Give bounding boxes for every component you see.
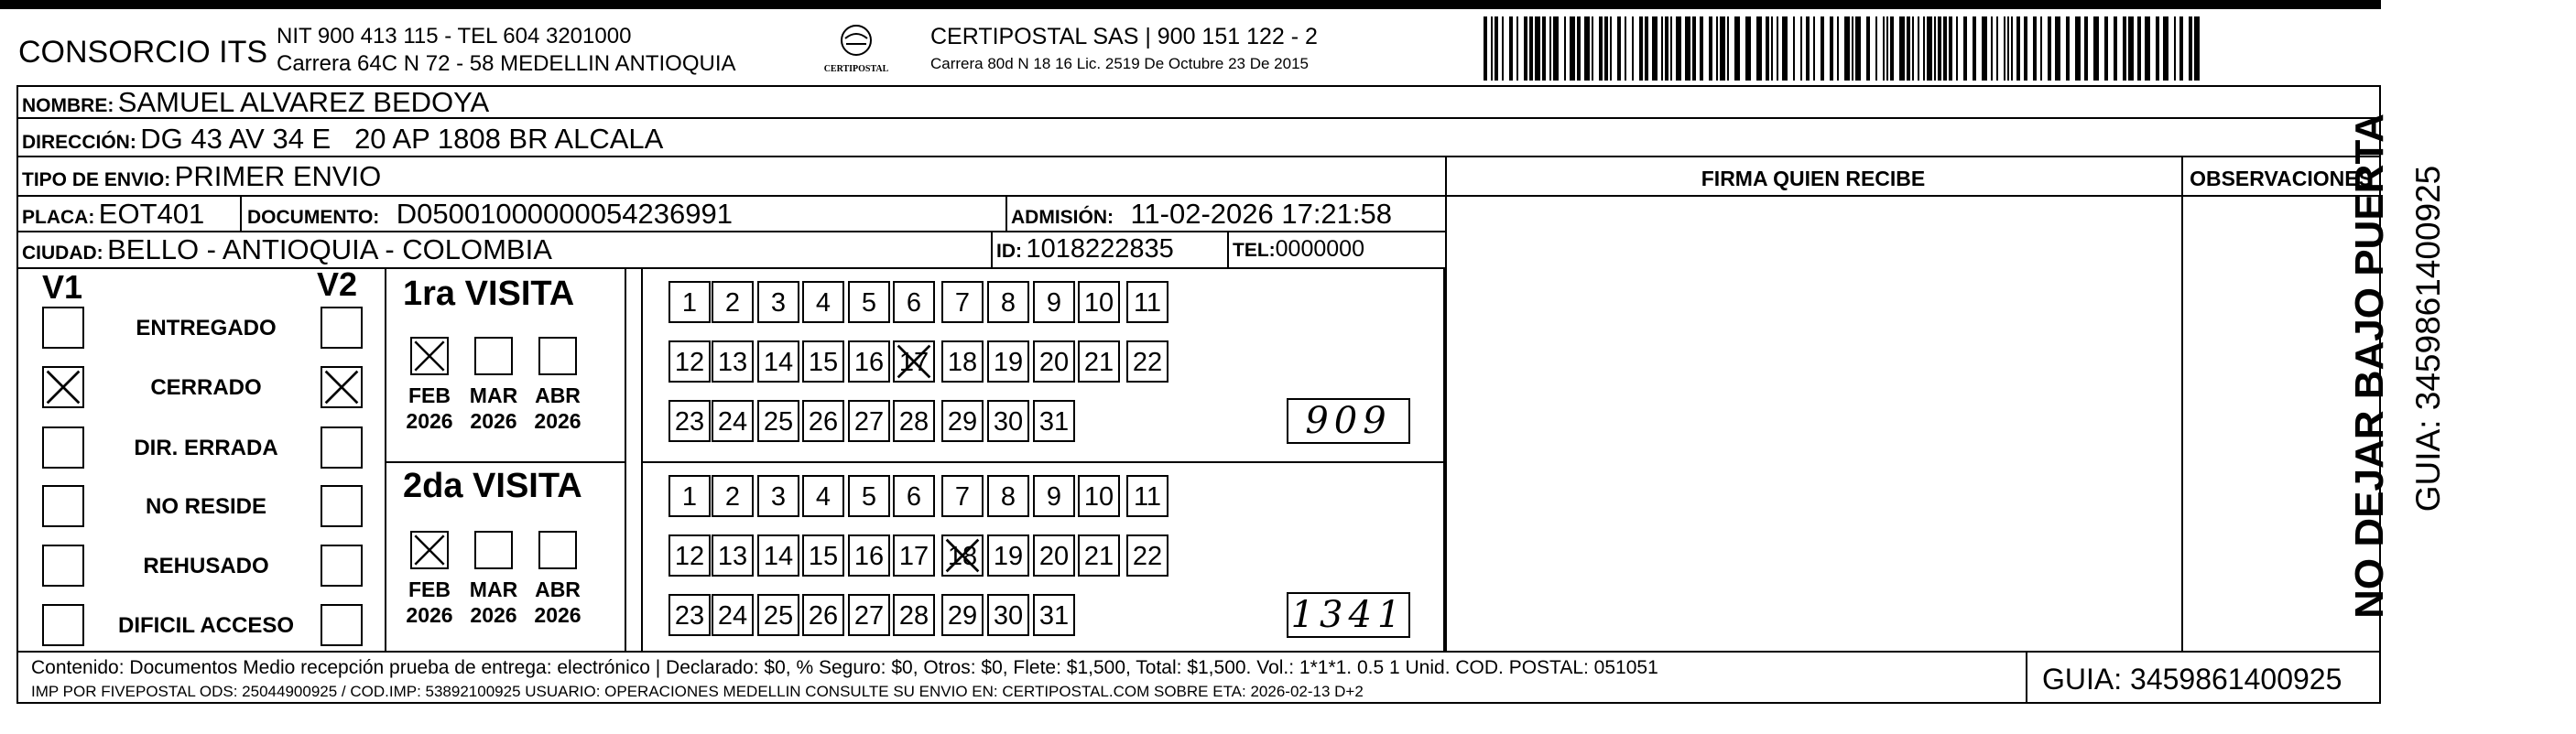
placa-label: PLACA: (22, 207, 95, 228)
barcode-bar (1564, 16, 1566, 81)
status-label: ENTREGADO (136, 316, 277, 340)
barcode-bar (1837, 16, 1839, 81)
status-label: DIFICIL ACCESO (117, 613, 294, 638)
col-rule (1005, 195, 1007, 231)
day-box[interactable]: 12 (668, 340, 711, 383)
day-box[interactable]: 4 (802, 281, 844, 323)
footer-rule (2026, 653, 2027, 704)
barcode-bar (1756, 16, 1762, 81)
barcode-bar (1800, 16, 1802, 81)
ciudad-value: BELLO - ANTIOQUIA - COLOMBIA (107, 233, 552, 265)
day-box[interactable]: 3 (757, 475, 799, 517)
barcode-bar (1610, 16, 1612, 81)
barcode-bar (1652, 16, 1658, 81)
day-box[interactable]: 27 (848, 594, 890, 636)
documento-value: D05001000000054236991 (396, 198, 733, 230)
day-box[interactable]: 4 (802, 475, 844, 517)
barcode-bar (1996, 16, 1998, 81)
day-box[interactable]: 31 (1033, 594, 1075, 636)
day-box[interactable]: 21 (1078, 340, 1120, 383)
barcode-bar (1852, 16, 1853, 81)
day-box[interactable]: 16 (848, 534, 890, 577)
col-rule (1227, 231, 1229, 267)
month-name: MAR (469, 383, 518, 407)
id-value: 1018222835 (1026, 234, 1174, 264)
barcode-bar (1927, 16, 1932, 81)
day-box[interactable]: 11 (1126, 281, 1168, 323)
barcode-bar (1830, 16, 1833, 81)
barcode-bar (2033, 16, 2037, 81)
day-box[interactable]: 23 (668, 594, 711, 636)
day-box[interactable]: 15 (802, 534, 844, 577)
col-rule (240, 195, 242, 231)
barcode-bar (1535, 16, 1540, 81)
barcode-bar (2179, 16, 2183, 81)
x-mark-icon (895, 342, 933, 381)
ciudad-field (22, 233, 552, 266)
carrier-license: Carrera 80d N 18 16 Lic. 2519 De Octubre 23 De 2015 (930, 55, 1309, 72)
barcode-bar (1886, 16, 1888, 81)
company-nit: NIT 900 413 115 - TEL 604 3201000 (277, 24, 632, 49)
nombre-label: NOMBRE: (22, 95, 114, 116)
barcode-bar (2048, 16, 2051, 81)
day-box[interactable]: 24 (712, 400, 754, 442)
barcode-bar (1734, 16, 1740, 81)
x-mark-icon (943, 536, 982, 575)
tipo-field (22, 160, 381, 193)
barcode-bar (2055, 16, 2060, 81)
month-name: ABR (535, 577, 581, 601)
barcode-bar (1495, 16, 1498, 81)
barcode-bar (1727, 16, 1729, 81)
day-box[interactable]: 21 (1078, 534, 1120, 577)
month-name: FEB (408, 383, 451, 407)
tipo-label: TIPO DE ENVIO: (22, 169, 171, 190)
day-box[interactable]: 20 (1033, 534, 1075, 577)
handwritten-box[interactable]: 1341 (1287, 592, 1410, 638)
barcode-bar (2084, 16, 2088, 81)
barcode-bar (1883, 16, 1885, 81)
barcode-bar (1604, 16, 1608, 81)
tel-field (1233, 236, 1364, 263)
barcode-bar (1963, 16, 1967, 81)
x-mark-icon (412, 339, 447, 373)
footer-contenido: Contenido: Documentos Medio recepción prueba de entrega: electrónico | Declarado: $0, % Seguro: $0, Otros: $0, Flete: $1,500, Total: $1,500. Vol.: 1*1*1. 0.5 1 Unid. COD. POSTAL: 051051 (31, 657, 1658, 678)
barcode-bar (1592, 16, 1593, 81)
barcode-bar (2066, 16, 2070, 81)
day-box[interactable]: 22 (1126, 340, 1168, 383)
month-label (397, 577, 462, 628)
x-mark-icon (412, 533, 447, 567)
status-v1-checkbox[interactable] (42, 366, 84, 408)
ciudad-label: CIUDAD: (22, 243, 103, 264)
month-year: 2026 (406, 603, 453, 627)
company-address: Carrera 64C N 72 - 58 MEDELLIN ANTIOQUIA (277, 51, 736, 76)
barcode-bar (2128, 16, 2134, 81)
barcode-bar (1491, 16, 1493, 81)
day-box[interactable]: 26 (802, 400, 844, 442)
barcode-bar (1665, 16, 1668, 81)
day-box[interactable]: 8 (987, 475, 1029, 517)
barcode-bar (1907, 16, 1910, 81)
day-box[interactable]: 11 (1126, 475, 1168, 517)
admision-value: 11-02-2026 17:21:58 (1130, 198, 1393, 230)
barcode-bar (1782, 16, 1788, 81)
barcode-bar (1617, 16, 1621, 81)
tipo-value: PRIMER ENVIO (174, 160, 382, 192)
barcode-bar (1700, 16, 1703, 81)
barcode-bar (1625, 16, 1626, 81)
month-label (526, 383, 590, 434)
day-box[interactable]: 9 (1033, 281, 1075, 323)
footer-imp: IMP POR FIVEPOSTAL ODS: 25044900925 / COD.IMP: 53892100925 USUARIO: OPERACIONES MEDELLIN CONSULTE SU ENVIO EN: CERTIPOSTAL.COM SOBRE ETA: 2026-02-13 D+2 (31, 683, 1364, 700)
day-box[interactable]: 14 (757, 340, 799, 383)
barcode-bar (1855, 16, 1861, 81)
barcode-bar (1771, 16, 1773, 81)
barcode-bar (1670, 16, 1672, 81)
day-box[interactable]: 19 (987, 534, 1029, 577)
month-name: ABR (535, 383, 581, 407)
barcode-bar (1553, 16, 1559, 81)
barcode-bar (1639, 16, 1643, 81)
day-box[interactable]: 24 (712, 594, 754, 636)
month-name: MAR (469, 577, 518, 601)
side-guia: GUIA: 3459861400925 (2409, 165, 2447, 513)
certipostal-logo (815, 22, 897, 79)
barcode-bar (1524, 16, 1527, 81)
x-mark-icon (44, 368, 82, 406)
barcode-bar (1875, 16, 1877, 81)
barcode-bar (1956, 16, 1958, 81)
barcode-bar (1973, 16, 1976, 81)
day-box[interactable]: 29 (941, 400, 984, 442)
status-v2-checkbox[interactable] (321, 604, 363, 646)
day-box[interactable]: 15 (802, 340, 844, 383)
barcode-bar (1632, 16, 1634, 81)
barcode-bar (2075, 16, 2081, 81)
barcode-bar (1918, 16, 1919, 81)
barcode-bar (1844, 16, 1850, 81)
day-box[interactable]: 7 (941, 281, 984, 323)
month-checkbox[interactable] (474, 337, 513, 375)
barcode-bar (2104, 16, 2108, 81)
month-checkbox[interactable] (538, 337, 577, 375)
barcode-bar (1685, 16, 1690, 81)
id-field (996, 234, 1174, 264)
day-box[interactable]: 28 (893, 594, 935, 636)
row-rule (16, 156, 2381, 157)
barcode-bar (2156, 16, 2159, 81)
day-box[interactable]: 2 (712, 281, 754, 323)
barcode-bar (2024, 16, 2027, 81)
status-v1-checkbox[interactable] (42, 604, 84, 646)
status-v1-checkbox[interactable] (42, 426, 84, 469)
status-label: CERRADO (150, 375, 262, 400)
barcode-bar (1542, 16, 1546, 81)
barcode-bar (2163, 16, 2168, 81)
day-box[interactable]: 2 (712, 475, 754, 517)
status-v1-checkbox[interactable] (42, 545, 84, 587)
v2-header: V2 (317, 265, 358, 303)
documento-label: DOCUMENTO: (247, 207, 380, 228)
day-box[interactable]: 5 (848, 281, 890, 323)
status-v1-checkbox[interactable] (42, 307, 84, 349)
day-box[interactable]: 3 (757, 281, 799, 323)
barcode-bar (1991, 16, 1993, 81)
barcode-bar (1502, 16, 1504, 81)
barcode-bar (1912, 16, 1914, 81)
col-rule (2181, 156, 2183, 653)
barcode-bar (1821, 16, 1824, 81)
day-box[interactable]: 5 (848, 475, 890, 517)
row-rule (1445, 195, 2381, 197)
day-box[interactable]: 16 (848, 340, 890, 383)
day-box[interactable]: 18 (941, 534, 984, 577)
day-box[interactable]: 25 (757, 594, 799, 636)
visit-2-title: 2da VISITA (403, 467, 582, 505)
tel-label: TEL: (1233, 240, 1276, 261)
barcode-bar (2004, 16, 2005, 81)
day-box[interactable]: 7 (941, 475, 984, 517)
status-label: DIR. ERRADA (134, 436, 278, 460)
day-box[interactable]: 12 (668, 534, 711, 577)
row-rule (16, 231, 1445, 232)
id-label: ID: (996, 241, 1022, 262)
month-label (526, 577, 590, 628)
placa-value: EOT401 (98, 198, 205, 230)
day-box[interactable]: 23 (668, 400, 711, 442)
barcode-bar (1806, 16, 1810, 81)
barcode-bar (2194, 16, 2200, 81)
col-rule (1445, 156, 1447, 653)
barcode-bar (1720, 16, 1725, 81)
firma-header: FIRMA QUIEN RECIBE (1701, 167, 1926, 190)
barcode-bar (1943, 16, 1947, 81)
barcode-bar (2174, 16, 2176, 81)
month-year: 2026 (534, 409, 582, 433)
barcode-bar (1899, 16, 1905, 81)
barcode-bar (1645, 16, 1648, 81)
barcode-bar (2093, 16, 2099, 81)
barcode-bar (1577, 16, 1581, 81)
day-box[interactable]: 6 (893, 475, 935, 517)
day-box[interactable]: 29 (941, 594, 984, 636)
status-label: NO RESIDE (145, 494, 267, 519)
barcode-bar (1777, 16, 1778, 81)
barcode-bar (1584, 16, 1590, 81)
barcode-bar (2137, 16, 2141, 81)
barcode-bar (1745, 16, 1751, 81)
barcode-bar (1813, 16, 1815, 81)
barcode-bar (2123, 16, 2126, 81)
month-checkbox[interactable] (538, 531, 577, 569)
day-box[interactable]: 10 (1078, 281, 1120, 323)
barcode-bar (1549, 16, 1551, 81)
status-v1-checkbox[interactable] (42, 485, 84, 527)
month-checkbox[interactable] (410, 337, 449, 375)
barcode-bar (1766, 16, 1769, 81)
barcode-bar (1923, 16, 1925, 81)
month-name: FEB (408, 577, 451, 601)
barcode-bar (2007, 16, 2009, 81)
nombre-field (22, 86, 489, 119)
admision-field (1011, 198, 1392, 231)
status-v2-checkbox[interactable] (321, 545, 363, 587)
barcode-bar (2011, 16, 2013, 81)
month-checkbox[interactable] (410, 531, 449, 569)
day-box[interactable]: 13 (712, 340, 754, 383)
barcode-bar (1529, 16, 1533, 81)
day-box[interactable]: 22 (1126, 534, 1168, 577)
status-v2-checkbox[interactable] (321, 426, 363, 469)
handwritten-box[interactable]: 909 (1287, 398, 1410, 444)
observaciones-header: OBSERVACIONES (2190, 167, 2373, 190)
direccion-value: DG 43 AV 34 E 20 AP 1808 BR ALCALA (140, 123, 664, 155)
barcode-bar (1661, 16, 1663, 81)
status-label: REHUSADO (143, 554, 269, 578)
day-box[interactable]: 27 (848, 400, 890, 442)
top-rule (0, 0, 2381, 9)
tel-value: 0000000 (1275, 236, 1364, 262)
day-box[interactable]: 6 (893, 281, 935, 323)
day-box[interactable]: 30 (987, 400, 1029, 442)
month-year: 2026 (406, 409, 453, 433)
month-year: 2026 (470, 409, 517, 433)
x-mark-icon (322, 368, 361, 406)
admision-label: ADMISIÓN: (1011, 207, 1114, 228)
day-box[interactable]: 18 (941, 340, 984, 383)
day-box[interactable]: 9 (1033, 475, 1075, 517)
nombre-value: SAMUEL ALVAREZ BEDOYA (117, 86, 490, 118)
month-checkbox[interactable] (474, 531, 513, 569)
barcode-bar (2189, 16, 2192, 81)
day-box[interactable]: 19 (987, 340, 1029, 383)
barcode-bar (1949, 16, 1952, 81)
barcode-bar (2016, 16, 2020, 81)
day-box[interactable]: 17 (893, 534, 935, 577)
day-box[interactable]: 13 (712, 534, 754, 577)
month-label (397, 383, 462, 434)
barcode-bar (1516, 16, 1518, 81)
barcode-bar (1484, 16, 1487, 81)
barcode-bar (1692, 16, 1696, 81)
status-v2-checkbox[interactable] (321, 307, 363, 349)
visit-1-title: 1ra VISITA (403, 275, 575, 313)
status-v2-checkbox[interactable] (321, 485, 363, 527)
barcode-bar (1793, 16, 1795, 81)
barcode-bar (2145, 16, 2150, 81)
barcode-bar (1676, 16, 1681, 81)
day-box[interactable]: 20 (1033, 340, 1075, 383)
barcode-bar (1599, 16, 1603, 81)
barcode-bar (1982, 16, 1987, 81)
company-name: CONSORCIO ITS (18, 35, 268, 70)
row-rule (16, 195, 1445, 197)
day-box[interactable]: 14 (757, 534, 799, 577)
logo-text: CERTIPOSTAL (823, 64, 889, 74)
status-v2-checkbox[interactable] (321, 366, 363, 408)
month-year: 2026 (470, 603, 517, 627)
barcode-bar (1709, 16, 1712, 81)
barcode-bar (1934, 16, 1936, 81)
day-box[interactable]: 1 (668, 281, 711, 323)
day-box[interactable]: 30 (987, 594, 1029, 636)
day-box[interactable]: 8 (987, 281, 1029, 323)
day-box[interactable]: 17 (893, 340, 935, 383)
barcode-bar (2040, 16, 2042, 81)
day-box[interactable]: 25 (757, 400, 799, 442)
day-box[interactable]: 26 (802, 594, 844, 636)
carrier-name: CERTIPOSTAL SAS | 900 151 122 - 2 (930, 24, 1318, 49)
month-label (462, 383, 526, 434)
barcode-bar (1509, 16, 1513, 81)
barcode-bar (2114, 16, 2117, 81)
col-rule (991, 231, 993, 267)
barcode-bar (1570, 16, 1575, 81)
v1-header: V1 (42, 268, 83, 306)
day-box[interactable]: 10 (1078, 475, 1120, 517)
month-year: 2026 (534, 603, 582, 627)
footer-guia: GUIA: 3459861400925 (2042, 663, 2342, 696)
day-box[interactable]: 28 (893, 400, 935, 442)
side-warning: NO DEJAR BAJO PUERTA (2347, 113, 2392, 619)
barcode-bar (1716, 16, 1718, 81)
direccion-label: DIRECCIÓN: (22, 132, 136, 153)
direccion-field (22, 123, 663, 156)
placa-field (22, 198, 204, 231)
day-box[interactable]: 1 (668, 475, 711, 517)
barcode-bar (1938, 16, 1941, 81)
day-box[interactable]: 31 (1033, 400, 1075, 442)
documento-field (247, 198, 733, 231)
month-label (462, 577, 526, 628)
barcode-bar (1866, 16, 1870, 81)
barcode-bar (1890, 16, 1894, 81)
barcode (1484, 16, 2207, 81)
